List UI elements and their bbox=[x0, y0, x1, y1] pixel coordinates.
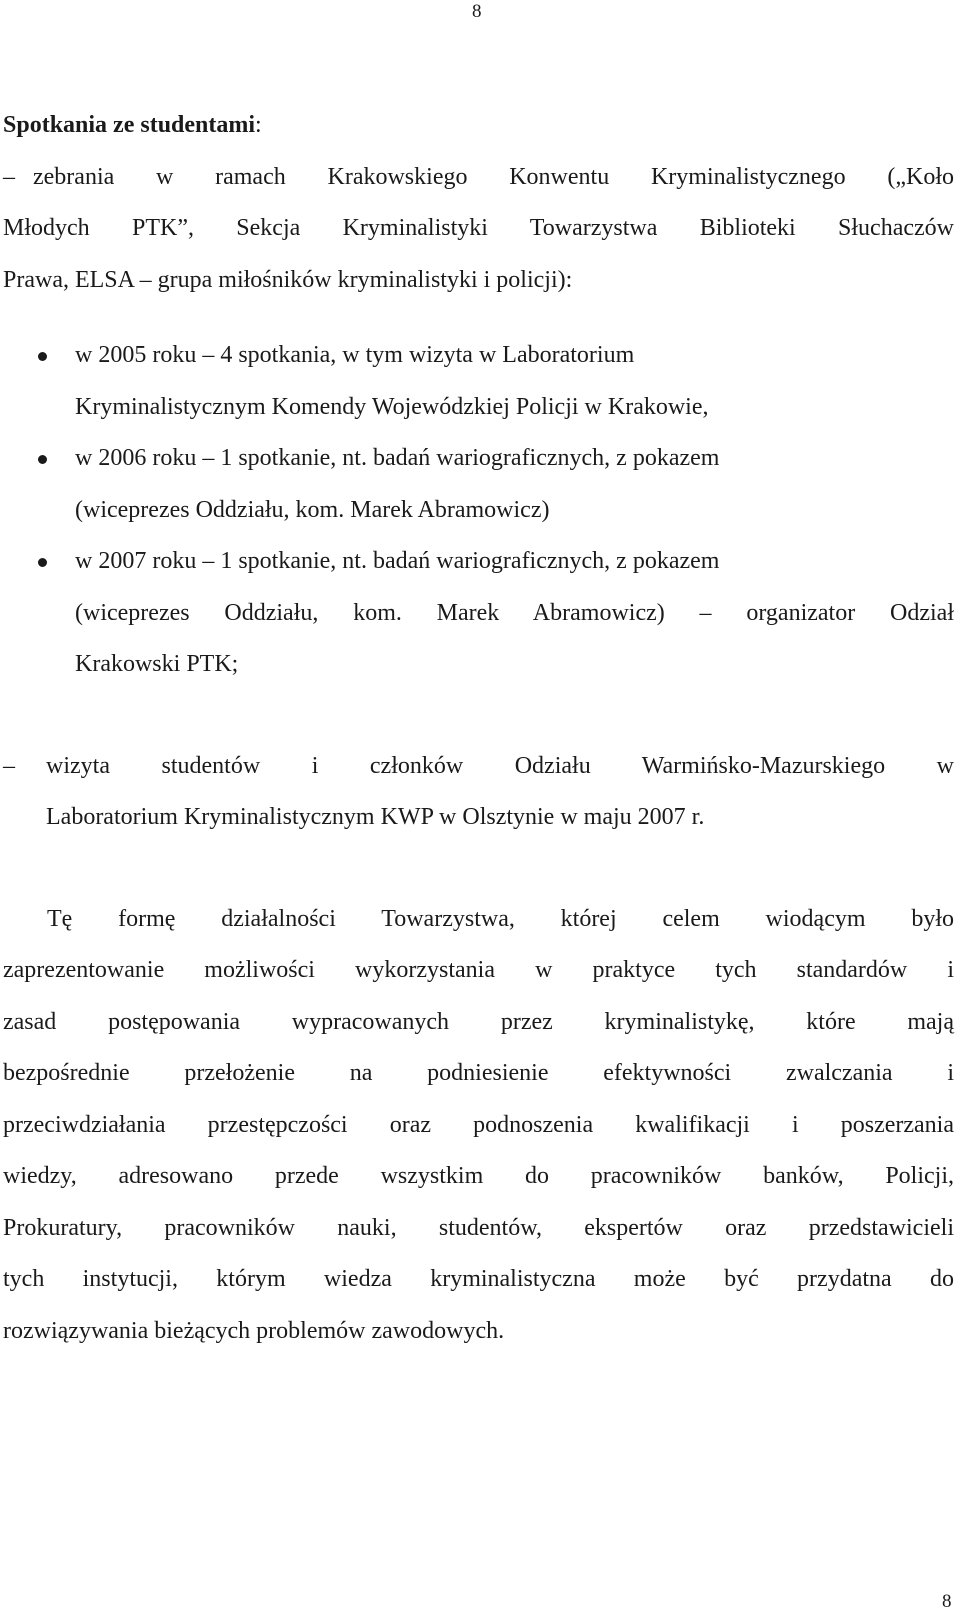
bullet-item-2007 bbox=[3, 536, 954, 691]
paragraph-line: zasad postępowania wypracowanych przez kryminalistykę, które mają bbox=[3, 1008, 954, 1035]
paragraph-line: Prokuratury, pracowników nauki, studentów, ekspertów oraz przedstawicieli bbox=[3, 1214, 954, 1241]
list-item-line: zebrania w ramach Krakowskiego Konwentu Kryminalistycznego („Koło bbox=[33, 163, 954, 190]
list-item-line: Laboratorium Kryminalistycznym KWP w Olsztynie w maju 2007 r. bbox=[46, 804, 705, 830]
bullet-list bbox=[3, 330, 954, 691]
list-item-visit bbox=[3, 741, 954, 844]
body-paragraph bbox=[3, 894, 954, 1358]
page-number-top: 8 bbox=[472, 1, 482, 22]
dash-marker: – bbox=[3, 752, 15, 779]
paragraph-line: wiedzy, adresowano przede wszystkim do pracowników banków, Policji, bbox=[3, 1163, 954, 1189]
bullet-line: (wiceprezes Oddziału, kom. Marek Abramowicz) – organizator Odział bbox=[75, 599, 954, 626]
list-item-line: wizyta studentów i członków Odziału Warmińsko-Mazurskiego w bbox=[46, 752, 954, 779]
list-item-line: Młodych PTK”, Sekcja Kryminalistyki Towarzystwa Biblioteki Słuchaczów bbox=[3, 215, 954, 241]
bullet-item-2005 bbox=[3, 330, 954, 433]
bullet-line: w 2005 roku – 4 spotkania, w tym wizyta w Laboratorium bbox=[75, 342, 635, 368]
paragraph-line: tych instytucji, którym wiedza kryminalistyczna może być przydatna do bbox=[3, 1266, 954, 1292]
bullet-dot-icon bbox=[38, 455, 47, 464]
list-item-continuation bbox=[3, 203, 954, 306]
bullet-line: w 2007 roku – 1 spotkanie, nt. badań wariograficznych, z pokazem bbox=[75, 548, 720, 574]
list-item-line: Prawa, ELSA – grupa miłośników kryminalistyki i policji): bbox=[3, 266, 573, 293]
heading-colon: : bbox=[255, 112, 262, 138]
bullet-item-2006 bbox=[3, 433, 954, 536]
bullet-line: Krakowski PTK; bbox=[75, 651, 239, 677]
bullet-line: (wiceprezes Oddziału, kom. Marek Abramowicz) bbox=[75, 496, 550, 523]
list-item-meetings bbox=[3, 152, 954, 204]
page-number-bottom: 8 bbox=[942, 1591, 952, 1612]
paragraph-line: Tę formę działalności Towarzystwa, której celem wiodącym było bbox=[47, 905, 954, 932]
dash-marker: – bbox=[3, 163, 15, 190]
paragraph-line: zaprezentowanie możliwości wykorzystania w praktyce tych standardów i bbox=[3, 957, 954, 983]
bullet-line: Kryminalistycznym Komendy Wojewódzkiej Policji w Krakowie, bbox=[75, 393, 709, 420]
spacer bbox=[3, 691, 954, 741]
spacer bbox=[3, 844, 954, 894]
paragraph-line: bezpośrednie przełożenie na podniesienie efektywności zwalczania i bbox=[3, 1060, 954, 1086]
section-heading bbox=[3, 100, 954, 152]
paragraph-line: przeciwdziałania przestępczości oraz podnoszenia kwalifikacji i poszerzania bbox=[3, 1111, 954, 1138]
bullet-line: w 2006 roku – 1 spotkanie, nt. badań wariograficznych, z pokazem bbox=[75, 445, 720, 471]
heading-label: Spotkania ze studentami bbox=[3, 112, 256, 138]
page-content bbox=[3, 100, 954, 1357]
paragraph-line: rozwiązywania bieżących problemów zawodowych. bbox=[3, 1317, 505, 1344]
bullet-dot-icon bbox=[38, 558, 47, 567]
bullet-dot-icon bbox=[38, 352, 47, 361]
